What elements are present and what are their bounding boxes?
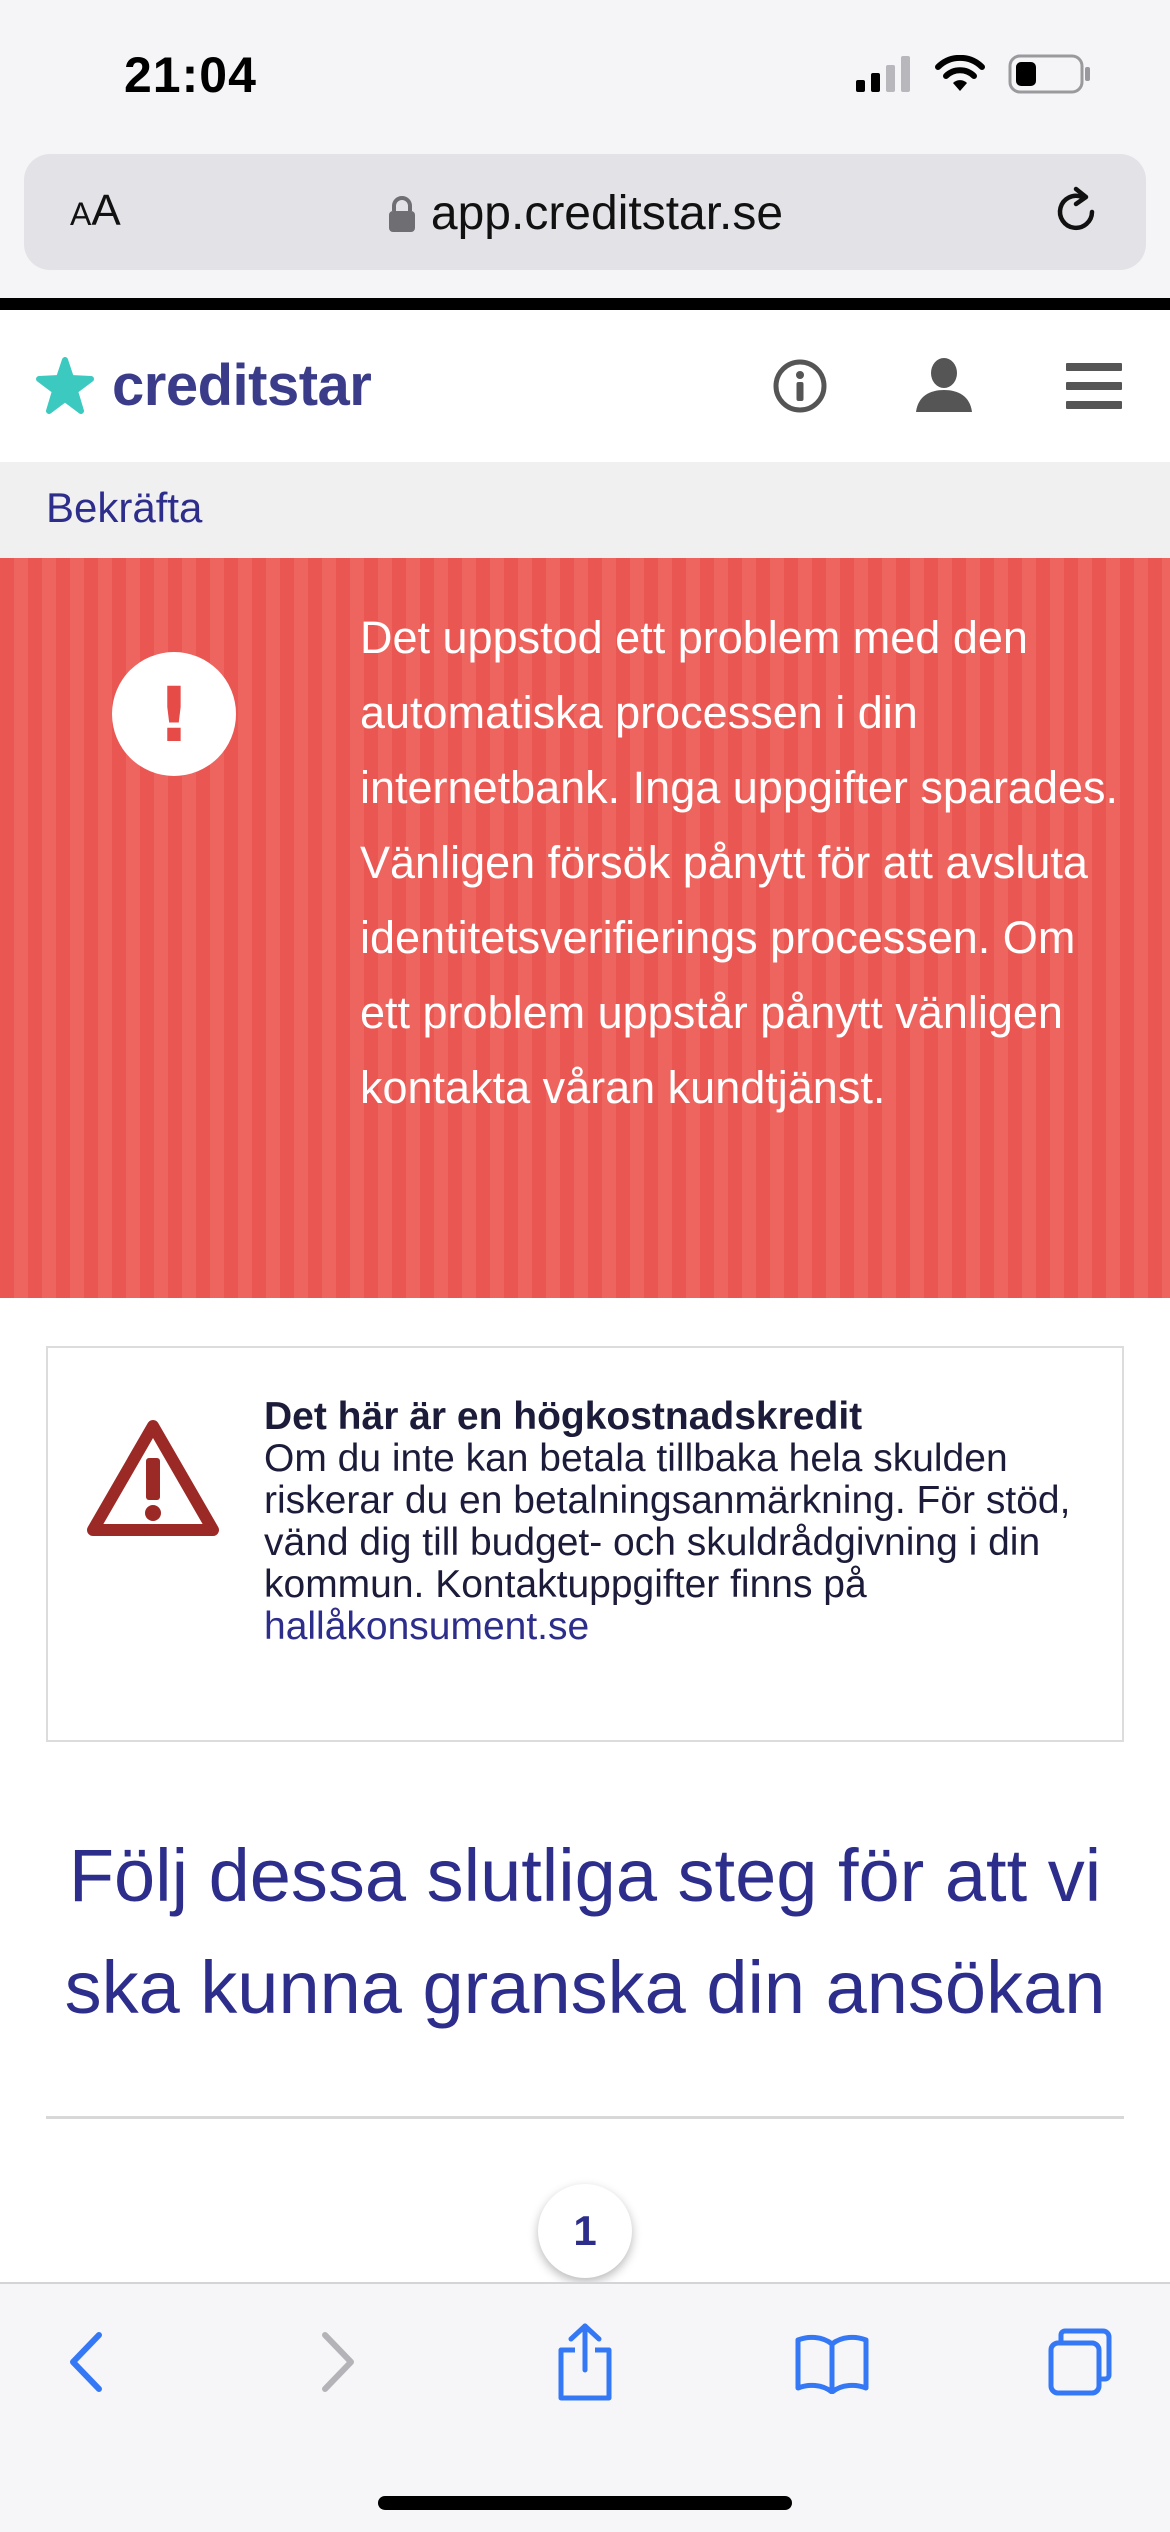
reload-icon[interactable] xyxy=(1048,184,1104,240)
browser-toolbar xyxy=(0,2282,1170,2532)
bookmarks-icon xyxy=(794,2330,870,2394)
forward-button[interactable] xyxy=(298,2322,378,2402)
status-icons xyxy=(856,54,1092,94)
warning-title: Det här är en högkostnadskredit xyxy=(264,1395,863,1438)
error-alert xyxy=(0,558,1170,1298)
info-icon[interactable] xyxy=(768,354,832,418)
text-size-large-label: A xyxy=(91,186,121,235)
forward-icon xyxy=(313,2329,363,2395)
tabs-icon xyxy=(1045,2327,1115,2397)
home-indicator xyxy=(378,2496,792,2510)
site-header xyxy=(0,310,1170,462)
share-button[interactable] xyxy=(545,2322,625,2402)
error-icon-symbol: ! xyxy=(156,669,192,759)
warning-body: Om du inte kan betala tillbaka hela skulden riskerar du en betalningsanmärkning. För stöd, vänd dig till budget- och skuldrådgivning i din kommun. Kontaktuppgifter finns på xyxy=(264,1437,1071,1606)
warning-triangle-icon xyxy=(86,1418,220,1538)
address-field[interactable] xyxy=(24,154,1146,270)
text-size-small-label: A xyxy=(70,196,92,232)
page-top-border xyxy=(0,298,1170,310)
hamburger-menu-icon[interactable] xyxy=(1062,354,1126,418)
high-cost-credit-warning xyxy=(46,1346,1124,1742)
wifi-icon xyxy=(934,55,986,93)
brand-name: creditstar xyxy=(112,353,372,418)
section-divider xyxy=(46,2116,1124,2119)
page-heading: Följ dessa slutliga steg för att vi ska kunna granska din ansökan xyxy=(64,1834,1106,2029)
share-icon xyxy=(553,2322,617,2402)
tabs-button[interactable] xyxy=(1040,2322,1120,2402)
url-text: app.creditstar.se xyxy=(430,187,784,240)
hallakonsument-link[interactable]: hallåkonsument.se xyxy=(264,1605,590,1648)
bookmarks-button[interactable] xyxy=(792,2322,872,2402)
user-account-icon[interactable] xyxy=(912,354,976,418)
star-logo-icon xyxy=(36,357,94,415)
breadcrumb xyxy=(0,462,1170,558)
step-number: 1 xyxy=(573,2207,597,2254)
step-number-badge xyxy=(538,2184,632,2278)
back-icon xyxy=(61,2329,111,2395)
status-bar xyxy=(0,0,1170,150)
warning-content xyxy=(264,1396,1084,1648)
back-button[interactable] xyxy=(46,2322,126,2402)
breadcrumb-current: Bekräfta xyxy=(46,484,203,531)
error-message: Det uppstod ett problem med den automatiska processen i din internetbank. Inga uppgifter sparades. Vänligen försök pånytt för att avsluta identitetsverifierings processen. Om ett problem uppstår pånytt vänligen kontakta våran kundtjänst. xyxy=(360,612,1119,1113)
browser-bar xyxy=(0,150,1170,298)
cellular-signal-icon xyxy=(856,56,912,92)
url-display[interactable] xyxy=(24,186,1146,241)
brand-logo[interactable] xyxy=(36,352,371,419)
battery-icon xyxy=(1008,54,1092,94)
status-time: 21:04 xyxy=(124,47,257,103)
error-exclamation-icon xyxy=(112,652,236,776)
lock-icon xyxy=(387,195,417,233)
